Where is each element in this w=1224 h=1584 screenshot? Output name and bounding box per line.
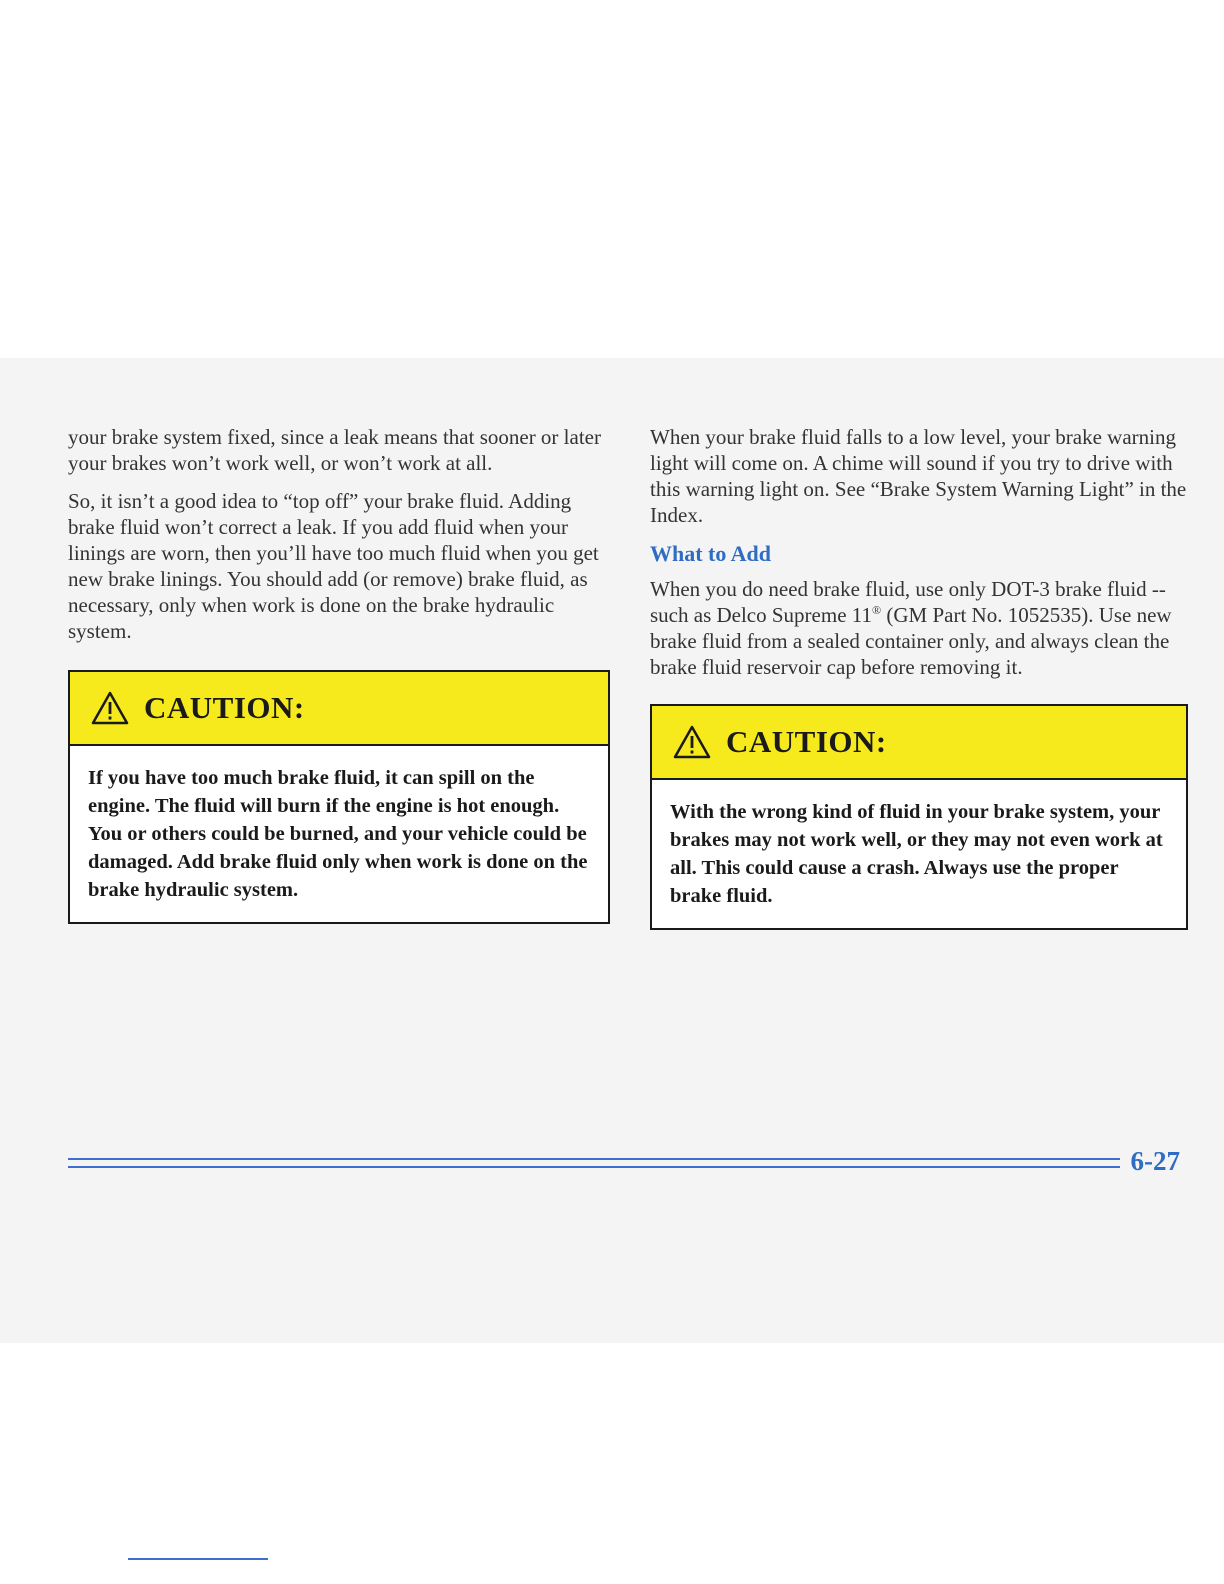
body-paragraph: your brake system fixed, since a leak means that sooner or later your brakes won’t work well, or won’t work at all. [68, 425, 601, 475]
footer-rule [68, 1158, 1120, 1168]
right-column [650, 424, 1188, 930]
warning-triangle-icon [90, 690, 130, 726]
body-paragraph: When your brake fluid falls to a low level, your brake warning light will come on. A chime will sound if you try to drive with this warning light on. See “Brake System Warning Light” in the Index. [650, 425, 1187, 527]
paragraph-text: When you do need brake fluid, use only DOT-3 brake fluid -- such as Delco Supreme 11 [650, 577, 1166, 627]
caution-title: CAUTION: [726, 724, 887, 759]
registered-mark: ® [872, 603, 882, 617]
left-column [68, 424, 610, 924]
caution-header [70, 672, 608, 746]
caution-title: CAUTION: [144, 690, 305, 725]
caution-header [652, 706, 1186, 780]
caution-box [650, 704, 1188, 930]
body-paragraph [650, 576, 1188, 680]
section-heading: What to Add [650, 541, 772, 566]
caution-box [68, 670, 610, 924]
paragraph-text: (GM Part No. 1052535). Use new brake fluid from a sealed container only, and always clean the brake fluid reservoir cap before removing it. [650, 603, 1172, 679]
caution-text: With the wrong kind of fluid in your brake system, your brakes may not work well, or they may not even work at all. This could cause a crash. Always use the proper brake fluid. [670, 801, 1163, 907]
caution-text: If you have too much brake fluid, it can spill on the engine. The fluid will burn if the engine is hot enough. You or others could be burned, and your vehicle could be damaged. Add brake fluid only when work is done on the brake hydraulic system. [88, 767, 588, 901]
page-number: 6-27 [1130, 1146, 1180, 1176]
warning-triangle-icon [672, 724, 712, 760]
divider [128, 1558, 268, 1560]
body-paragraph: So, it isn’t a good idea to “top off” your brake fluid. Adding brake fluid won’t correct a leak. If you add fluid when your linings are worn, then you’ll have too much fluid when you get new brake linings. You should add (or remove) brake fluid, as necessary, only when work is done on the brake hydraulic system. [68, 489, 599, 643]
